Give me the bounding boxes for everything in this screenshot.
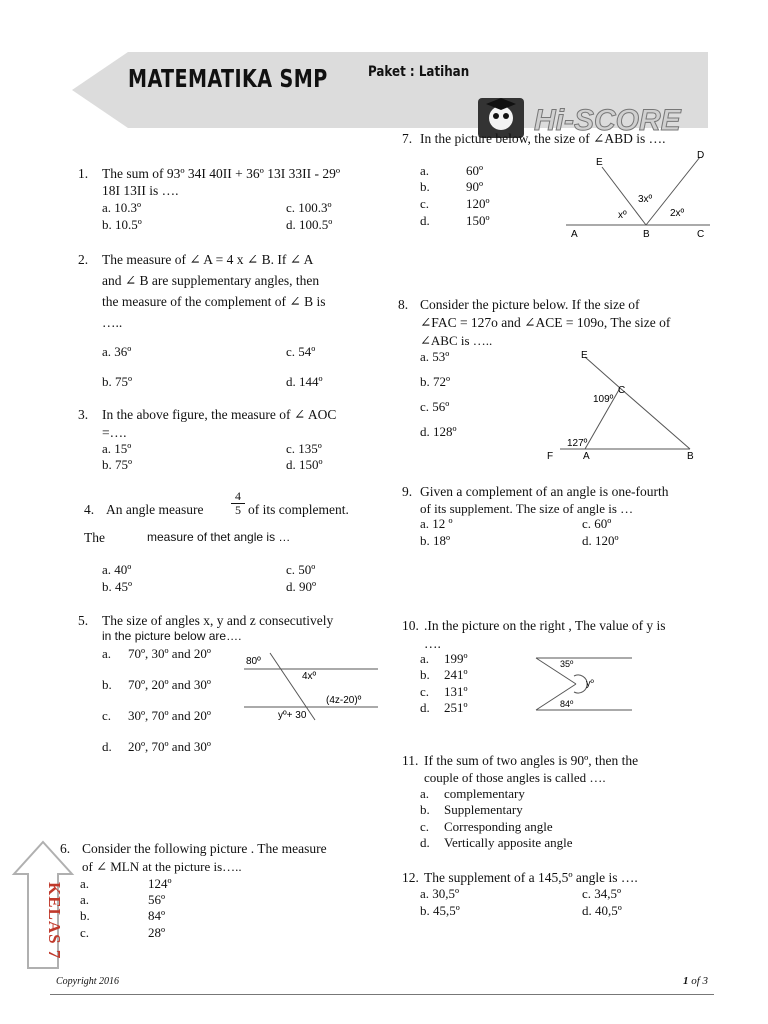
option-10b-label: b. <box>420 667 430 682</box>
figure-q10 <box>530 650 640 715</box>
question-2-text-3: the measure of the complement of ∠ B is <box>102 294 326 309</box>
fig7-label-3x: 3xº <box>638 194 653 205</box>
option-5d-label: d. <box>102 739 112 754</box>
option-7a[interactable]: 60º <box>466 163 484 178</box>
option-5a[interactable]: 70º, 30º and 20º <box>128 646 211 661</box>
option-6b-label: a. <box>80 892 90 907</box>
option-6c[interactable]: 84º <box>148 908 166 923</box>
figure-q7 <box>560 145 720 240</box>
question-6-number: 6. <box>60 841 71 856</box>
option-10a[interactable]: 199º <box>444 651 468 666</box>
fig7-label-C: C <box>697 229 705 240</box>
option-11d-label: d. <box>420 835 430 850</box>
svg-text:Hi-SCORE: Hi-SCORE <box>534 104 681 137</box>
question-3-number: 3. <box>78 407 89 422</box>
option-10c-label: c. <box>420 684 430 699</box>
option-2c[interactable]: c. 54º <box>286 344 316 359</box>
fig8-label-E: E <box>581 350 588 361</box>
fig7-label-2x: 2xº <box>670 208 685 219</box>
option-10b[interactable]: 241º <box>444 667 468 682</box>
question-8-text-1: Consider the picture below. If the size of <box>420 297 640 312</box>
question-4-number: 4. <box>84 502 95 517</box>
question-10-text-1: .In the picture on the right , The value of y is <box>424 618 666 633</box>
question-4-text-2b: measure of thet angle is … <box>147 530 291 544</box>
option-7c-label: c. <box>420 196 430 211</box>
fig7-label-A: A <box>571 229 578 240</box>
question-5-text-2: in the picture below are…. <box>102 629 242 643</box>
option-6c-label: b. <box>80 908 90 923</box>
option-10a-label: a. <box>420 651 430 666</box>
option-10c[interactable]: 131º <box>444 684 468 699</box>
fraction-4-5: 4 5 <box>231 490 245 517</box>
footer-divider <box>50 994 714 995</box>
option-1c[interactable]: c. 100.3º <box>286 200 332 215</box>
question-8-text-3: ∠ABC is ….. <box>420 333 493 348</box>
option-9d[interactable]: d. 120º <box>582 533 619 548</box>
figure-q5 <box>240 650 380 725</box>
question-11-text-1: If the sum of two angles is 90º, then the <box>424 753 639 768</box>
option-3c[interactable]: c. 135º <box>286 441 322 456</box>
question-3-text-1: In the above figure, the measure of ∠ AOC <box>102 407 337 422</box>
page-number: 1 of 3 <box>683 975 709 987</box>
question-9-text-1: Given a complement of an angle is one-fourth <box>420 484 669 499</box>
question-1-number: 1. <box>78 166 89 181</box>
question-7-text-1: In the picture below, the size of ∠ABD is …. <box>420 131 666 146</box>
question-1-text-2: 18I 13II is …. <box>102 183 179 198</box>
option-6d[interactable]: 28º <box>148 925 166 940</box>
fig10-label-35: 35º <box>560 659 574 669</box>
question-12-number: 12. <box>402 870 419 885</box>
fig10-label-84: 84º <box>560 699 574 709</box>
option-9b[interactable]: b. 18º <box>420 533 451 548</box>
fig5-label-y: yº+ 30 <box>278 710 307 721</box>
option-5c-label: c. <box>102 708 112 723</box>
option-10d[interactable]: 251º <box>444 700 468 715</box>
question-2-text-2: and ∠ B are supplementary angles, then <box>102 273 320 288</box>
option-6b[interactable]: 56º <box>148 892 166 907</box>
fig7-label-D: D <box>697 150 705 161</box>
page-title: MATEMATIKA SMP <box>128 64 328 93</box>
option-11d[interactable]: Vertically apposite angle <box>444 835 573 850</box>
question-11-number: 11. <box>402 753 419 768</box>
option-4c[interactable]: c. 50º <box>286 562 316 577</box>
option-9a[interactable]: a. 12 º <box>420 516 453 531</box>
fig8-label-127: 127º <box>567 438 588 449</box>
question-11-text-2: couple of those angles is called …. <box>424 770 606 785</box>
option-12c[interactable]: c. 34,5º <box>582 886 622 901</box>
fig8-label-109: 109º <box>593 394 614 405</box>
option-6a-label: a. <box>80 876 90 891</box>
option-1d[interactable]: d. 100.5º <box>286 217 333 232</box>
option-8a[interactable]: a. 53º <box>420 349 450 364</box>
kelas-label: KELAS 7 <box>45 882 64 960</box>
fig8-label-C: C <box>618 385 626 396</box>
option-5a-label: a. <box>102 646 112 661</box>
fig7-label-B: B <box>643 229 650 240</box>
option-5b-label: b. <box>102 677 112 692</box>
question-6-text-2: of ∠ MLN at the picture is….. <box>82 859 242 874</box>
question-2-text-1: The measure of ∠ A = 4 x ∠ B. If ∠ A <box>102 252 314 267</box>
question-5-text-1: The size of angles x, y and z consecutively <box>102 613 334 628</box>
question-5-number: 5. <box>78 613 89 628</box>
option-11a[interactable]: complementary <box>444 786 525 801</box>
option-7c[interactable]: 120º <box>466 196 490 211</box>
question-4-text-2a: The <box>84 530 105 545</box>
option-7b[interactable]: 90º <box>466 179 484 194</box>
question-7-number: 7. <box>402 131 413 146</box>
copyright-text: Copyright 2016 <box>56 976 120 987</box>
question-8-number: 8. <box>398 297 409 312</box>
option-5c[interactable]: 30º, 70º and 20º <box>128 708 211 723</box>
kelas-arrow <box>10 838 76 972</box>
fig7-label-E: E <box>596 157 603 168</box>
option-11b-label: b. <box>420 802 430 817</box>
question-6-text-1: Consider the following picture . The measure <box>82 841 327 856</box>
fig8-label-A: A <box>583 451 590 462</box>
fig10-label-y: yº <box>586 678 594 688</box>
option-8d[interactable]: d. 128º <box>420 424 457 439</box>
question-10-text-2: …. <box>424 636 441 651</box>
question-9-number: 9. <box>402 484 413 499</box>
question-1-text-1: The sum of 93º 34I 40II + 36º 13I 33II - 29º <box>102 166 341 181</box>
option-4d[interactable]: d. 90º <box>286 579 317 594</box>
option-7d[interactable]: 150º <box>466 213 490 228</box>
question-12-text-1: The supplement of a 145,5º angle is …. <box>424 870 638 885</box>
option-3a[interactable]: a. 15º <box>102 441 132 456</box>
option-3b[interactable]: b. 75º <box>102 457 133 472</box>
option-2b[interactable]: b. 75º <box>102 374 133 389</box>
paket-label: Paket : Latihan <box>368 64 470 80</box>
option-4a[interactable]: a. 40º <box>102 562 132 577</box>
question-4-text-1a: An angle measure <box>106 502 204 517</box>
fig5-label-4x: 4xº <box>302 671 317 682</box>
option-7a-label: a. <box>420 163 430 178</box>
option-9c[interactable]: c. 60º <box>582 516 612 531</box>
option-12a[interactable]: a. 30,5º <box>420 886 460 901</box>
option-5d[interactable]: 20º, 70º and 30º <box>128 739 211 754</box>
option-4b[interactable]: b. 45º <box>102 579 133 594</box>
question-3-text-2: =…. <box>102 425 127 440</box>
option-2d[interactable]: d. 144º <box>286 374 323 389</box>
question-9-text-2: of its supplement. The size of angle is … <box>420 501 634 516</box>
option-11c[interactable]: Corresponding angle <box>444 819 553 834</box>
question-4-text-1b: of its complement. <box>248 502 349 517</box>
option-12d[interactable]: d. 40,5º <box>582 903 622 918</box>
option-12b[interactable]: b. 45,5º <box>420 903 460 918</box>
option-5b[interactable]: 70º, 20º and 30º <box>128 677 211 692</box>
option-1a[interactable]: a. 10.3º <box>102 200 142 215</box>
figure-q8 <box>540 345 710 465</box>
question-10-number: 10. <box>402 618 419 633</box>
option-2a[interactable]: a. 36º <box>102 344 132 359</box>
fig7-label-x: xº <box>618 210 627 221</box>
option-11b[interactable]: Supplementary <box>444 802 523 817</box>
fig8-label-F: F <box>547 451 554 462</box>
question-8-text-2: ∠FAC = 127o and ∠ACE = 109o, The size of <box>420 315 671 330</box>
option-3d[interactable]: d. 150º <box>286 457 323 472</box>
option-11c-label: c. <box>420 819 430 834</box>
option-1b[interactable]: b. 10.5º <box>102 217 142 232</box>
option-10d-label: d. <box>420 700 430 715</box>
fig8-label-B: B <box>687 451 694 462</box>
option-8b[interactable]: b. 72º <box>420 374 451 389</box>
option-11a-label: a. <box>420 786 430 801</box>
fig5-label-80: 80º <box>246 656 261 667</box>
fig5-label-4z: (4z-20)º <box>326 695 362 706</box>
question-2-text-4: ….. <box>102 315 123 330</box>
option-7b-label: b. <box>420 179 430 194</box>
question-2-number: 2. <box>78 252 89 267</box>
option-7d-label: d. <box>420 213 430 228</box>
option-8c[interactable]: c. 56º <box>420 399 450 414</box>
option-6a[interactable]: 124º <box>148 876 172 891</box>
option-6d-label: c. <box>80 925 90 940</box>
